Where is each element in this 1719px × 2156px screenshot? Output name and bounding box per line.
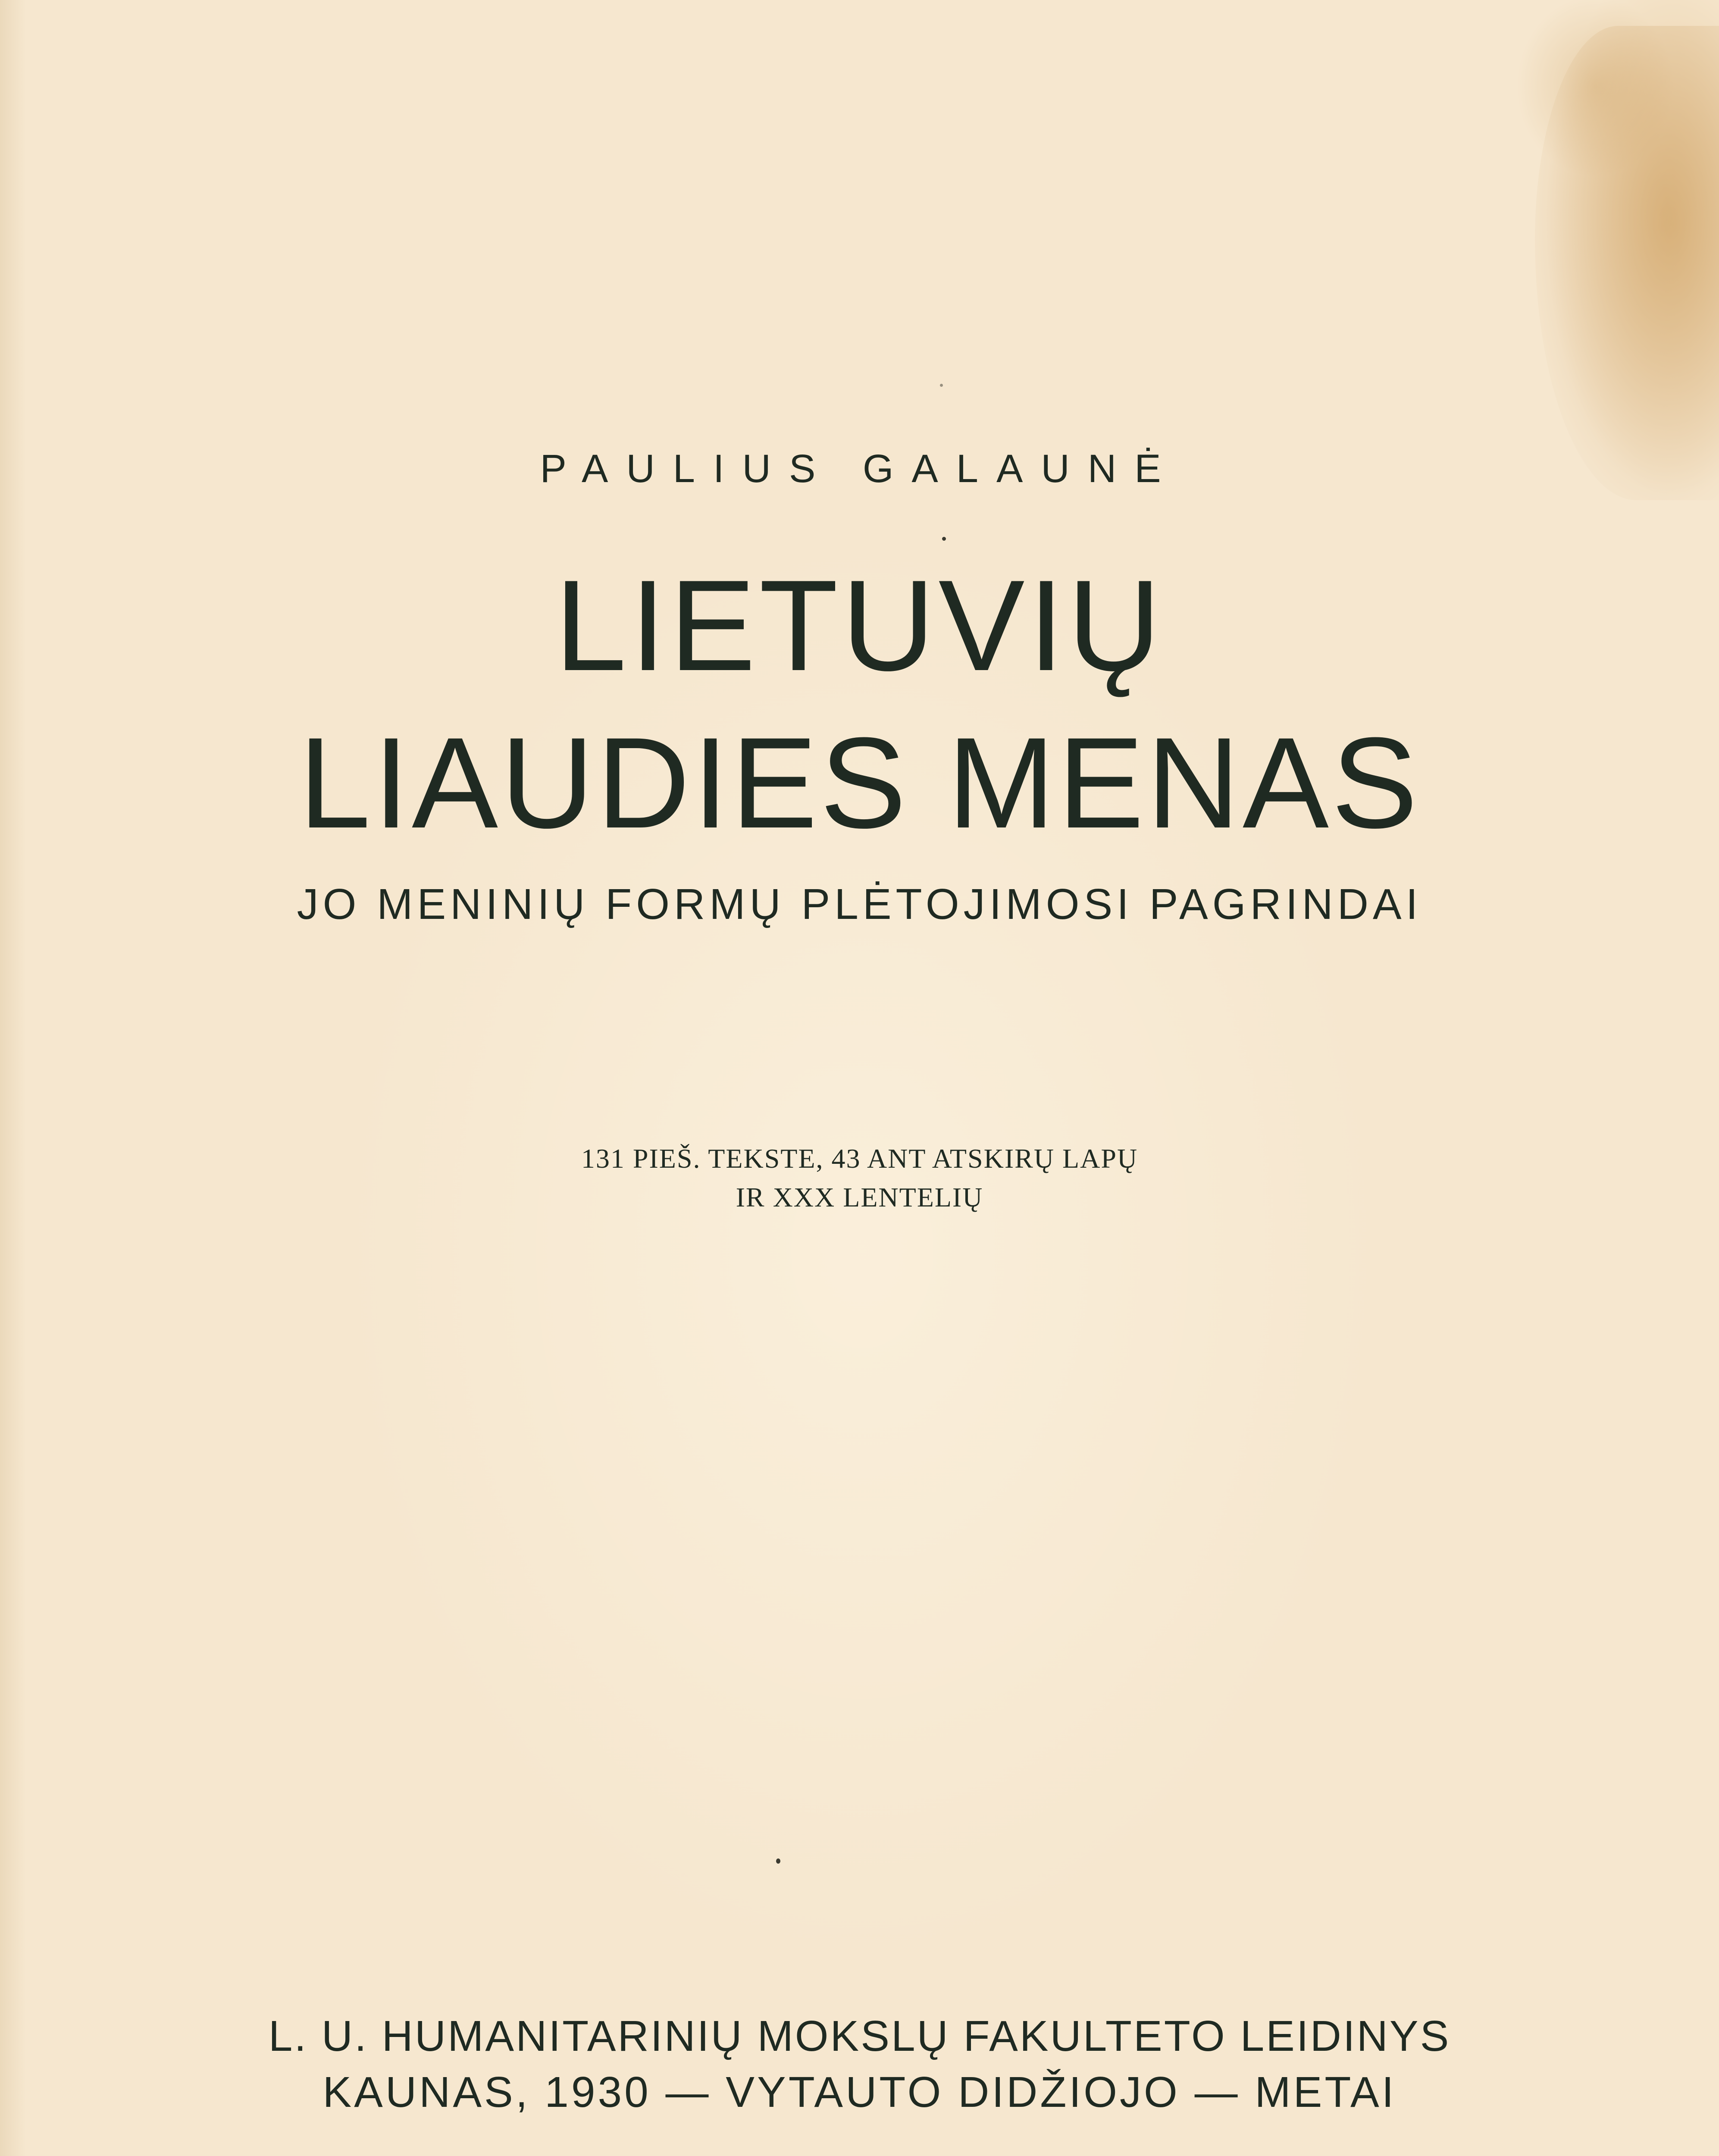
ink-speck	[942, 537, 946, 541]
ink-speck	[776, 1858, 780, 1864]
publisher-line-1: L. U. HUMANITARINIŲ MOKSLŲ FAKULTETO LEIDINYS	[268, 2012, 1451, 2060]
title-line-2: LIAUDIES MENAS	[298, 710, 1421, 855]
ink-speck	[940, 384, 943, 387]
paper-stain	[1535, 26, 1719, 500]
illustrations-note-line-1: 131 PIEŠ. TEKSTE, 43 ANT ATSKIRŲ LAPŲ	[581, 1143, 1138, 1174]
author-name: PAULIUS GALAUNĖ	[540, 447, 1179, 491]
subtitle: JO MENINIŲ FORMŲ PLĖTOJIMOSI PAGRINDAI	[297, 880, 1422, 928]
publisher-line-2: KAUNAS, 1930 — VYTAUTO DIDŽIOJO — METAI	[323, 2068, 1396, 2116]
illustrations-note-line-2: IR XXX LENTELIŲ	[736, 1182, 983, 1213]
title-line-1: LIETUVIŲ	[554, 553, 1165, 698]
